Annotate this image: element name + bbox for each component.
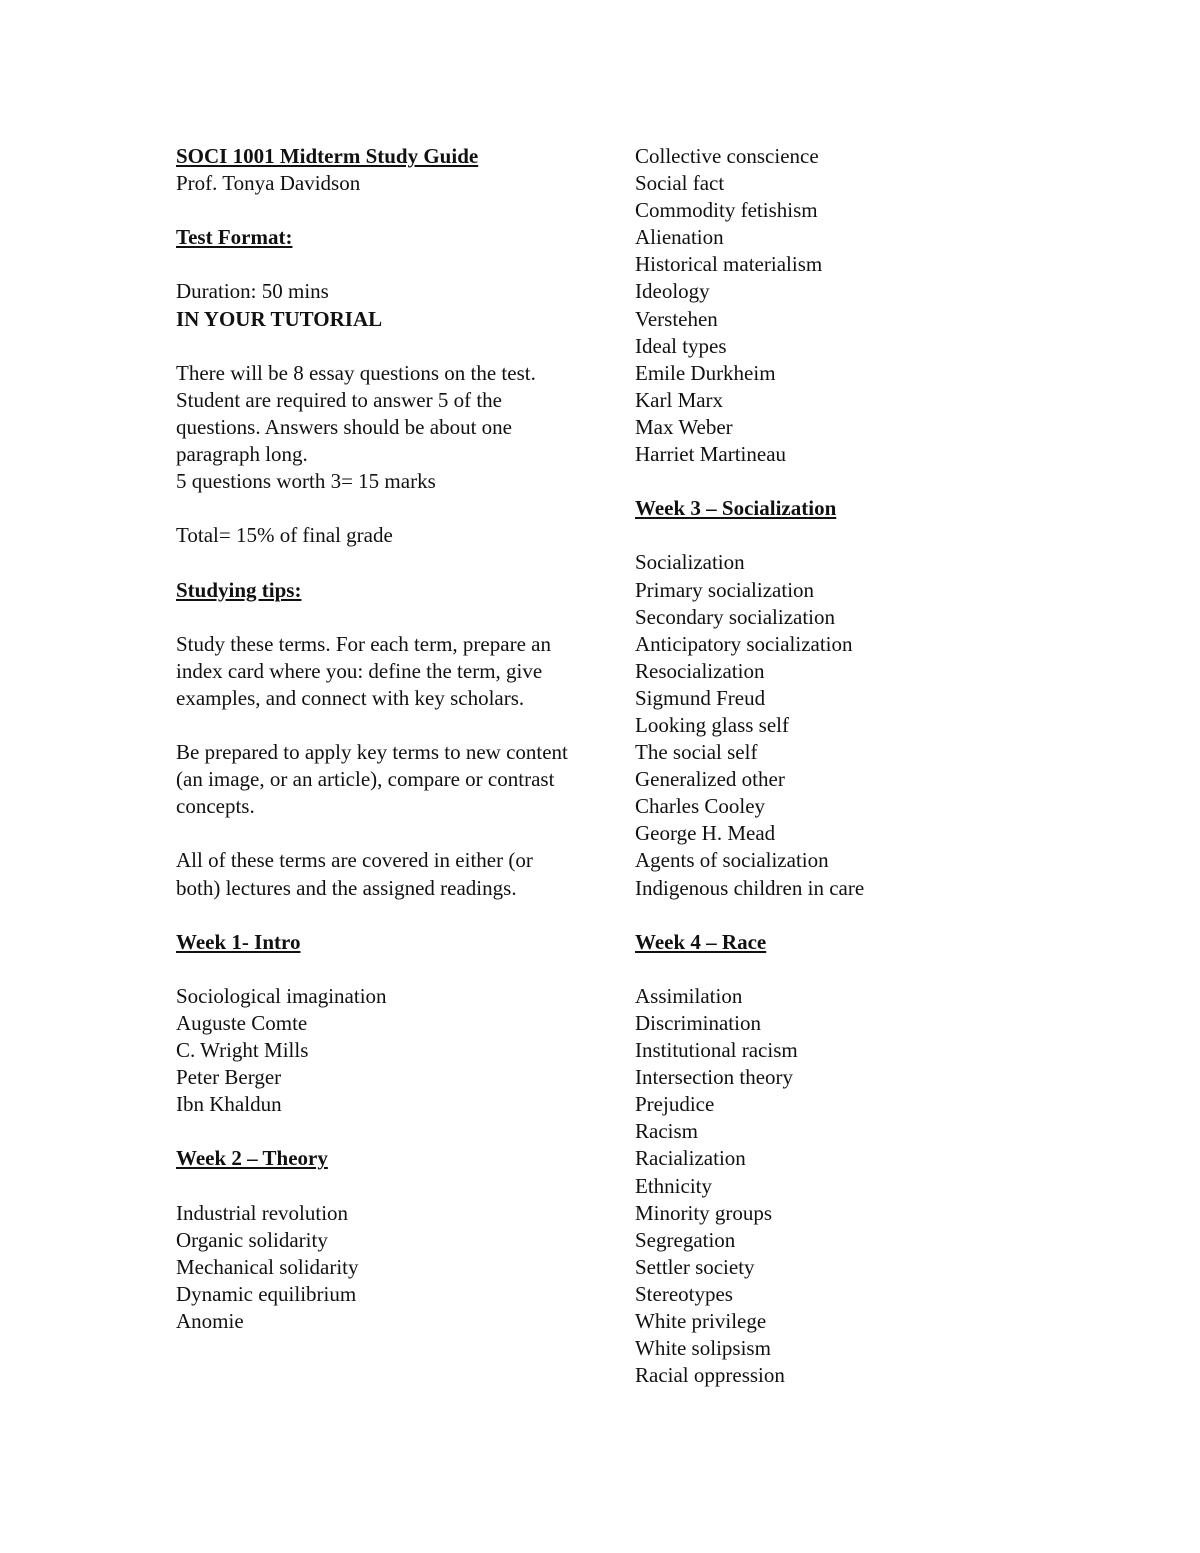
term-item: Segregation (635, 1227, 736, 1252)
term-item: Resocialization (635, 658, 765, 683)
document-title: SOCI 1001 Midterm Study Guide (176, 144, 479, 168)
term-item: Prejudice (635, 1092, 715, 1117)
term-item: Karl Marx (635, 387, 724, 412)
professor-name: Prof. Tonya Davidson (176, 171, 361, 196)
term-item: White solipsism (635, 1336, 771, 1361)
term-item: Indigenous children in care (635, 875, 865, 900)
term-item: Alienation (635, 225, 724, 250)
marks-text: 5 questions worth 3= 15 marks (176, 469, 436, 494)
studying-tips-heading: Studying tips: (176, 577, 302, 602)
term-item: Assimilation (635, 983, 743, 1008)
week2-heading: Week 2 – Theory (176, 1146, 328, 1171)
week4-heading: Week 4 – Race (635, 929, 767, 954)
term-item: Looking glass self (635, 712, 789, 737)
term-item: Ideology (635, 279, 710, 304)
term-item: Ideal types (635, 333, 727, 358)
term-item: Commodity fetishism (635, 198, 818, 223)
term-item: Ibn Khaldun (176, 1092, 282, 1117)
term-item: Racism (635, 1119, 698, 1144)
term-item: Secondary socialization (635, 604, 836, 629)
week1-heading: Week 1- Intro (176, 929, 301, 954)
term-item: Sigmund Freud (635, 685, 766, 710)
term-item: Socialization (635, 550, 745, 575)
tip-paragraph-1: Study these terms. For each term, prepare an index card where you: define the term, give examples, and connect with key scholars. (176, 631, 551, 710)
term-item: Peter Berger (176, 1065, 282, 1090)
term-item: Ethnicity (635, 1173, 712, 1198)
term-item: Dynamic equilibrium (176, 1281, 357, 1306)
term-item: Settler society (635, 1254, 755, 1279)
term-item: Harriet Martineau (635, 442, 787, 467)
term-item: Anticipatory socialization (635, 631, 853, 656)
location-text: IN YOUR TUTORIAL (176, 306, 383, 331)
term-item: Agents of socialization (635, 848, 829, 873)
term-item: Stereotypes (635, 1281, 733, 1306)
term-item: Discrimination (635, 1011, 761, 1035)
term-item: C. Wright Mills (176, 1038, 309, 1063)
week3-heading: Week 3 – Socialization (635, 496, 837, 521)
right-column (635, 143, 1155, 1389)
tip-paragraph-2: Be prepared to apply key terms to new content (an image, or an article), compare or contrast concepts. (176, 740, 568, 819)
term-item: Anomie (176, 1309, 244, 1334)
term-item: Historical materialism (635, 252, 823, 277)
duration-text: Duration: 50 mins (176, 279, 329, 304)
term-item: Racial oppression (635, 1363, 785, 1388)
term-item: George H. Mead (635, 821, 776, 846)
term-item: Mechanical solidarity (176, 1254, 359, 1279)
term-item: Racialization (635, 1146, 746, 1171)
term-item: Generalized other (635, 767, 785, 792)
term-item: Intersection theory (635, 1065, 794, 1090)
term-item: Collective conscience (635, 144, 819, 168)
tip-paragraph-3: All of these terms are covered in either (or both) lectures and the assigned readings. (176, 848, 533, 900)
term-item: White privilege (635, 1309, 767, 1334)
test-format-heading: Test Format: (176, 225, 293, 250)
term-item: Institutional racism (635, 1038, 798, 1063)
term-item: Social fact (635, 171, 725, 196)
term-item: Auguste Comte (176, 1011, 308, 1035)
total-text: Total= 15% of final grade (176, 523, 393, 548)
term-item: Primary socialization (635, 577, 815, 602)
term-item: The social self (635, 740, 758, 765)
term-item: Industrial revolution (176, 1200, 349, 1225)
essay-info-paragraph: There will be 8 essay questions on the test. Student are required to answer 5 of the questions. Answers should be about one paragraph long. (176, 360, 536, 467)
left-column (176, 143, 571, 1335)
term-item: Verstehen (635, 306, 718, 331)
term-item: Emile Durkheim (635, 360, 776, 385)
term-item: Minority groups (635, 1200, 773, 1225)
term-item: Organic solidarity (176, 1227, 328, 1252)
term-item: Max Weber (635, 414, 733, 439)
term-item: Sociological imagination (176, 983, 387, 1008)
term-item: Charles Cooley (635, 794, 766, 819)
